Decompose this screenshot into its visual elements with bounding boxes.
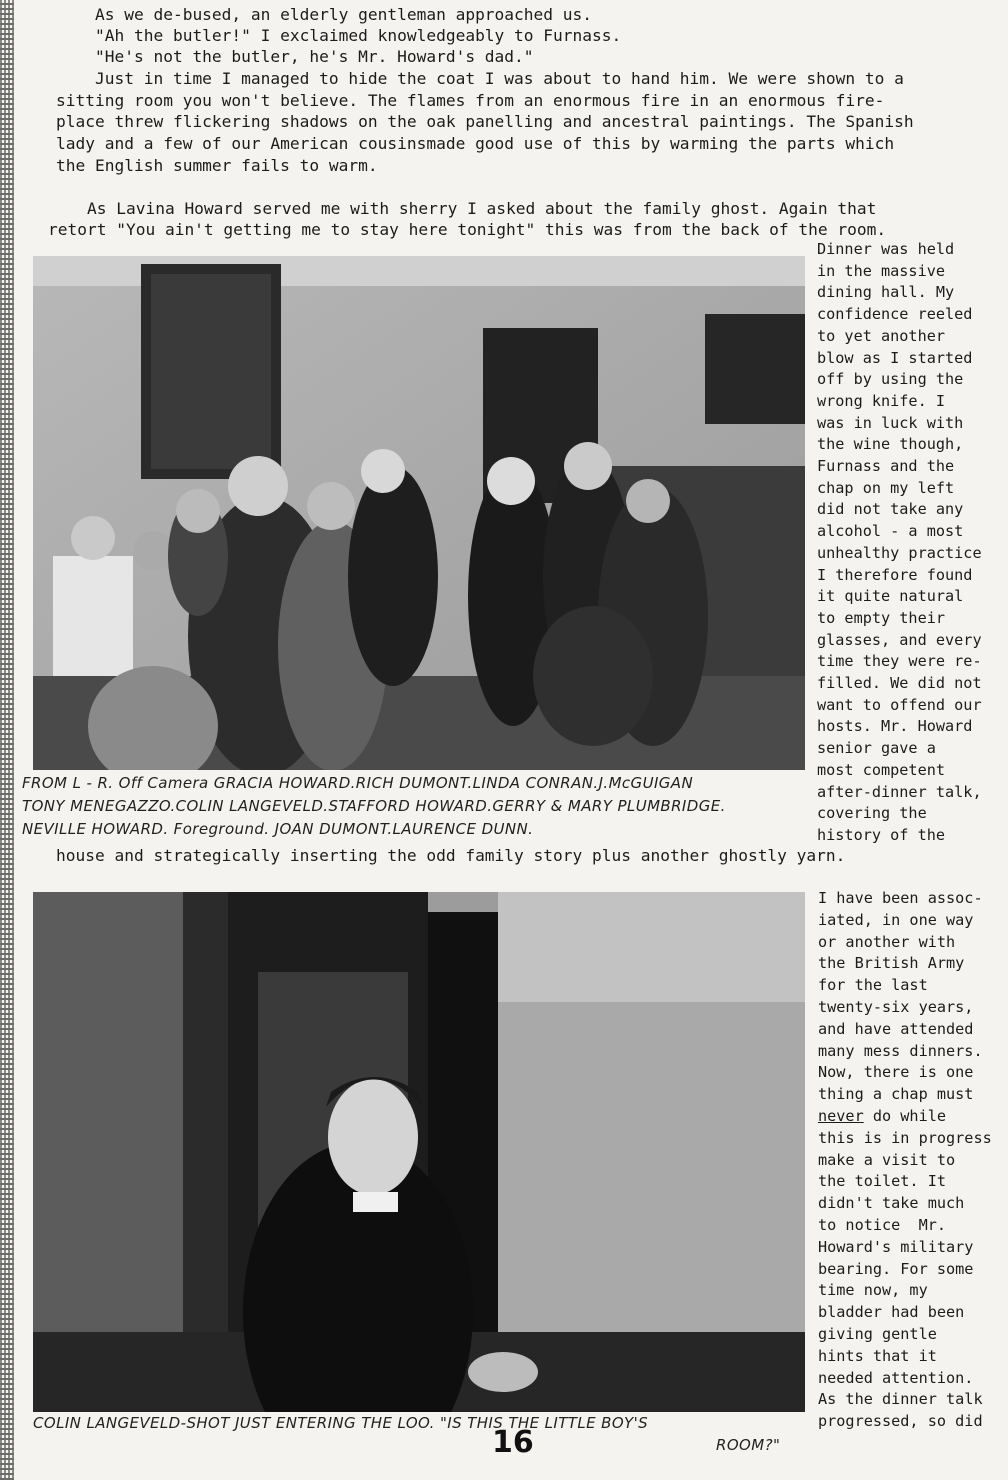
side1-line: it quite natural [817, 587, 964, 606]
side1-line: most competent [817, 760, 946, 779]
intro-line: the English summer fails to warm. [56, 156, 378, 175]
side1-line: history of the [817, 825, 946, 844]
side1-line: glasses, and every [817, 630, 982, 649]
side1-line: Dinner was held [817, 240, 955, 258]
side2-line: the toilet. It [818, 1172, 947, 1191]
side2-line: giving gentle [818, 1325, 937, 1343]
side2-line: As the dinner talk [818, 1390, 983, 1409]
side1-line: wrong knife. I [817, 391, 946, 410]
side1-line: confidence reeled [817, 305, 973, 324]
doorway-photo [33, 892, 805, 1412]
side2-line: or another with [818, 932, 956, 951]
side2-never-line [818, 1106, 946, 1128]
photo1-caption-line: NEVILLE HOWARD. Foreground. JOAN DUMONT.LAURENCE DUNN. [22, 820, 534, 838]
side1-line: did not take any [817, 500, 964, 519]
intro-line: lady and a few of our American cousinsmade good use of this by warming the parts which [56, 134, 895, 153]
side2-line: this is in progress [818, 1128, 992, 1147]
side1-line: Furnass and the [817, 457, 955, 475]
photo1-caption-line: TONY MENEGAZZO.COLIN LANGEVELD.STAFFORD HOWARD.GERRY & MARY PLUMBRIDGE. [22, 797, 726, 815]
side1-line: in the massive [817, 261, 946, 280]
dinner-party-photo [33, 256, 805, 770]
intro-line: place threw flickering shadows on the oak panelling and ancestral paintings. The Spanish [56, 112, 914, 131]
side2-line: the British Army [818, 954, 965, 973]
side2-line: needed attention. [818, 1368, 974, 1387]
side2-line: time now, my [818, 1281, 928, 1300]
side1-line: covering the [817, 804, 927, 823]
side2-line: thing a chap must [818, 1085, 974, 1104]
side2-line: make a visit to [818, 1150, 956, 1169]
side2-line: bladder had been [818, 1303, 965, 1322]
side1-line: alcohol - a most [817, 522, 964, 541]
intro-line: "He's not the butler, he's Mr. Howard's dad." [56, 47, 534, 66]
side2-line: for the last [818, 976, 928, 995]
side2-line: didn't take much [818, 1194, 965, 1213]
para2-line: As Lavina Howard served me with sherry I asked about the family ghost. Again that [48, 199, 877, 218]
intro-line: As we de-bused, an elderly gentleman approached us. [56, 5, 593, 24]
side2-line: I have been assoc- [818, 889, 983, 907]
side2-line: Now, there is one [818, 1063, 974, 1082]
intro-line: sitting room you won't believe. The flames from an enormous fire in an enormous fire- [56, 91, 885, 110]
binding-edge [0, 0, 14, 1480]
side1-line: hosts. Mr. Howard [817, 717, 973, 736]
side1-line: to empty their [817, 608, 946, 627]
side1-line: the wine though, [817, 435, 964, 454]
intro-line: "Ah the butler!" I exclaimed knowledgeably to Furnass. [56, 26, 622, 45]
photo2-caption-line: COLIN LANGEVELD-SHOT JUST ENTERING THE LOO. "IS THIS THE LITTLE BOY'S [33, 1414, 649, 1432]
side1-line: senior gave a [817, 739, 936, 758]
side1-line: want to offend our [817, 695, 982, 714]
photo2-caption-line: ROOM?" [716, 1436, 781, 1454]
intro-line: Just in time I managed to hide the coat I was about to hand him. We were shown to a [56, 69, 904, 88]
side2-line: many mess dinners. [818, 1041, 983, 1060]
continuation-line: house and strategically inserting the odd family story plus another ghostly yarn. [56, 846, 846, 865]
side1-line: to yet another [817, 326, 946, 345]
side2-never-rest: do while [863, 1107, 947, 1125]
side2-line: bearing. For some [818, 1259, 974, 1278]
side2-line: iated, in one way [818, 910, 974, 929]
side2-line: and have attended [818, 1019, 974, 1038]
side2-line: Howard's military [818, 1237, 974, 1256]
para2-line: retort "You ain't getting me to stay here tonight" this was from the back of the room. [48, 220, 887, 239]
doorway-photo-graphic [33, 892, 805, 1412]
side1-line: time they were re- [817, 652, 982, 671]
side2-line: to notice Mr. [818, 1216, 947, 1234]
page-number: 16 [492, 1425, 534, 1460]
dinner-party-photo-graphic [33, 256, 805, 770]
side1-line: after-dinner talk, [817, 782, 982, 801]
side1-line: filled. We did not [817, 674, 982, 692]
side2-line: twenty-six years, [818, 998, 974, 1016]
side1-line: unhealthy practice [817, 543, 982, 562]
photo1-caption-line: FROM L - R. Off Camera GRACIA HOWARD.RICH DUMONT.LINDA CONRAN.J.McGUIGAN [22, 774, 694, 792]
side1-line: was in luck with [817, 413, 964, 432]
side2-line: hints that it [818, 1346, 937, 1365]
side1-line: I therefore found [817, 565, 973, 584]
side1-line: off by using the [817, 370, 964, 389]
side2-line: progressed, so did [818, 1412, 983, 1431]
side1-line: chap on my left [817, 478, 955, 497]
emphasis-never: never [818, 1107, 864, 1125]
side1-line: dining hall. My [817, 283, 955, 302]
side1-line: blow as I started [817, 348, 973, 367]
